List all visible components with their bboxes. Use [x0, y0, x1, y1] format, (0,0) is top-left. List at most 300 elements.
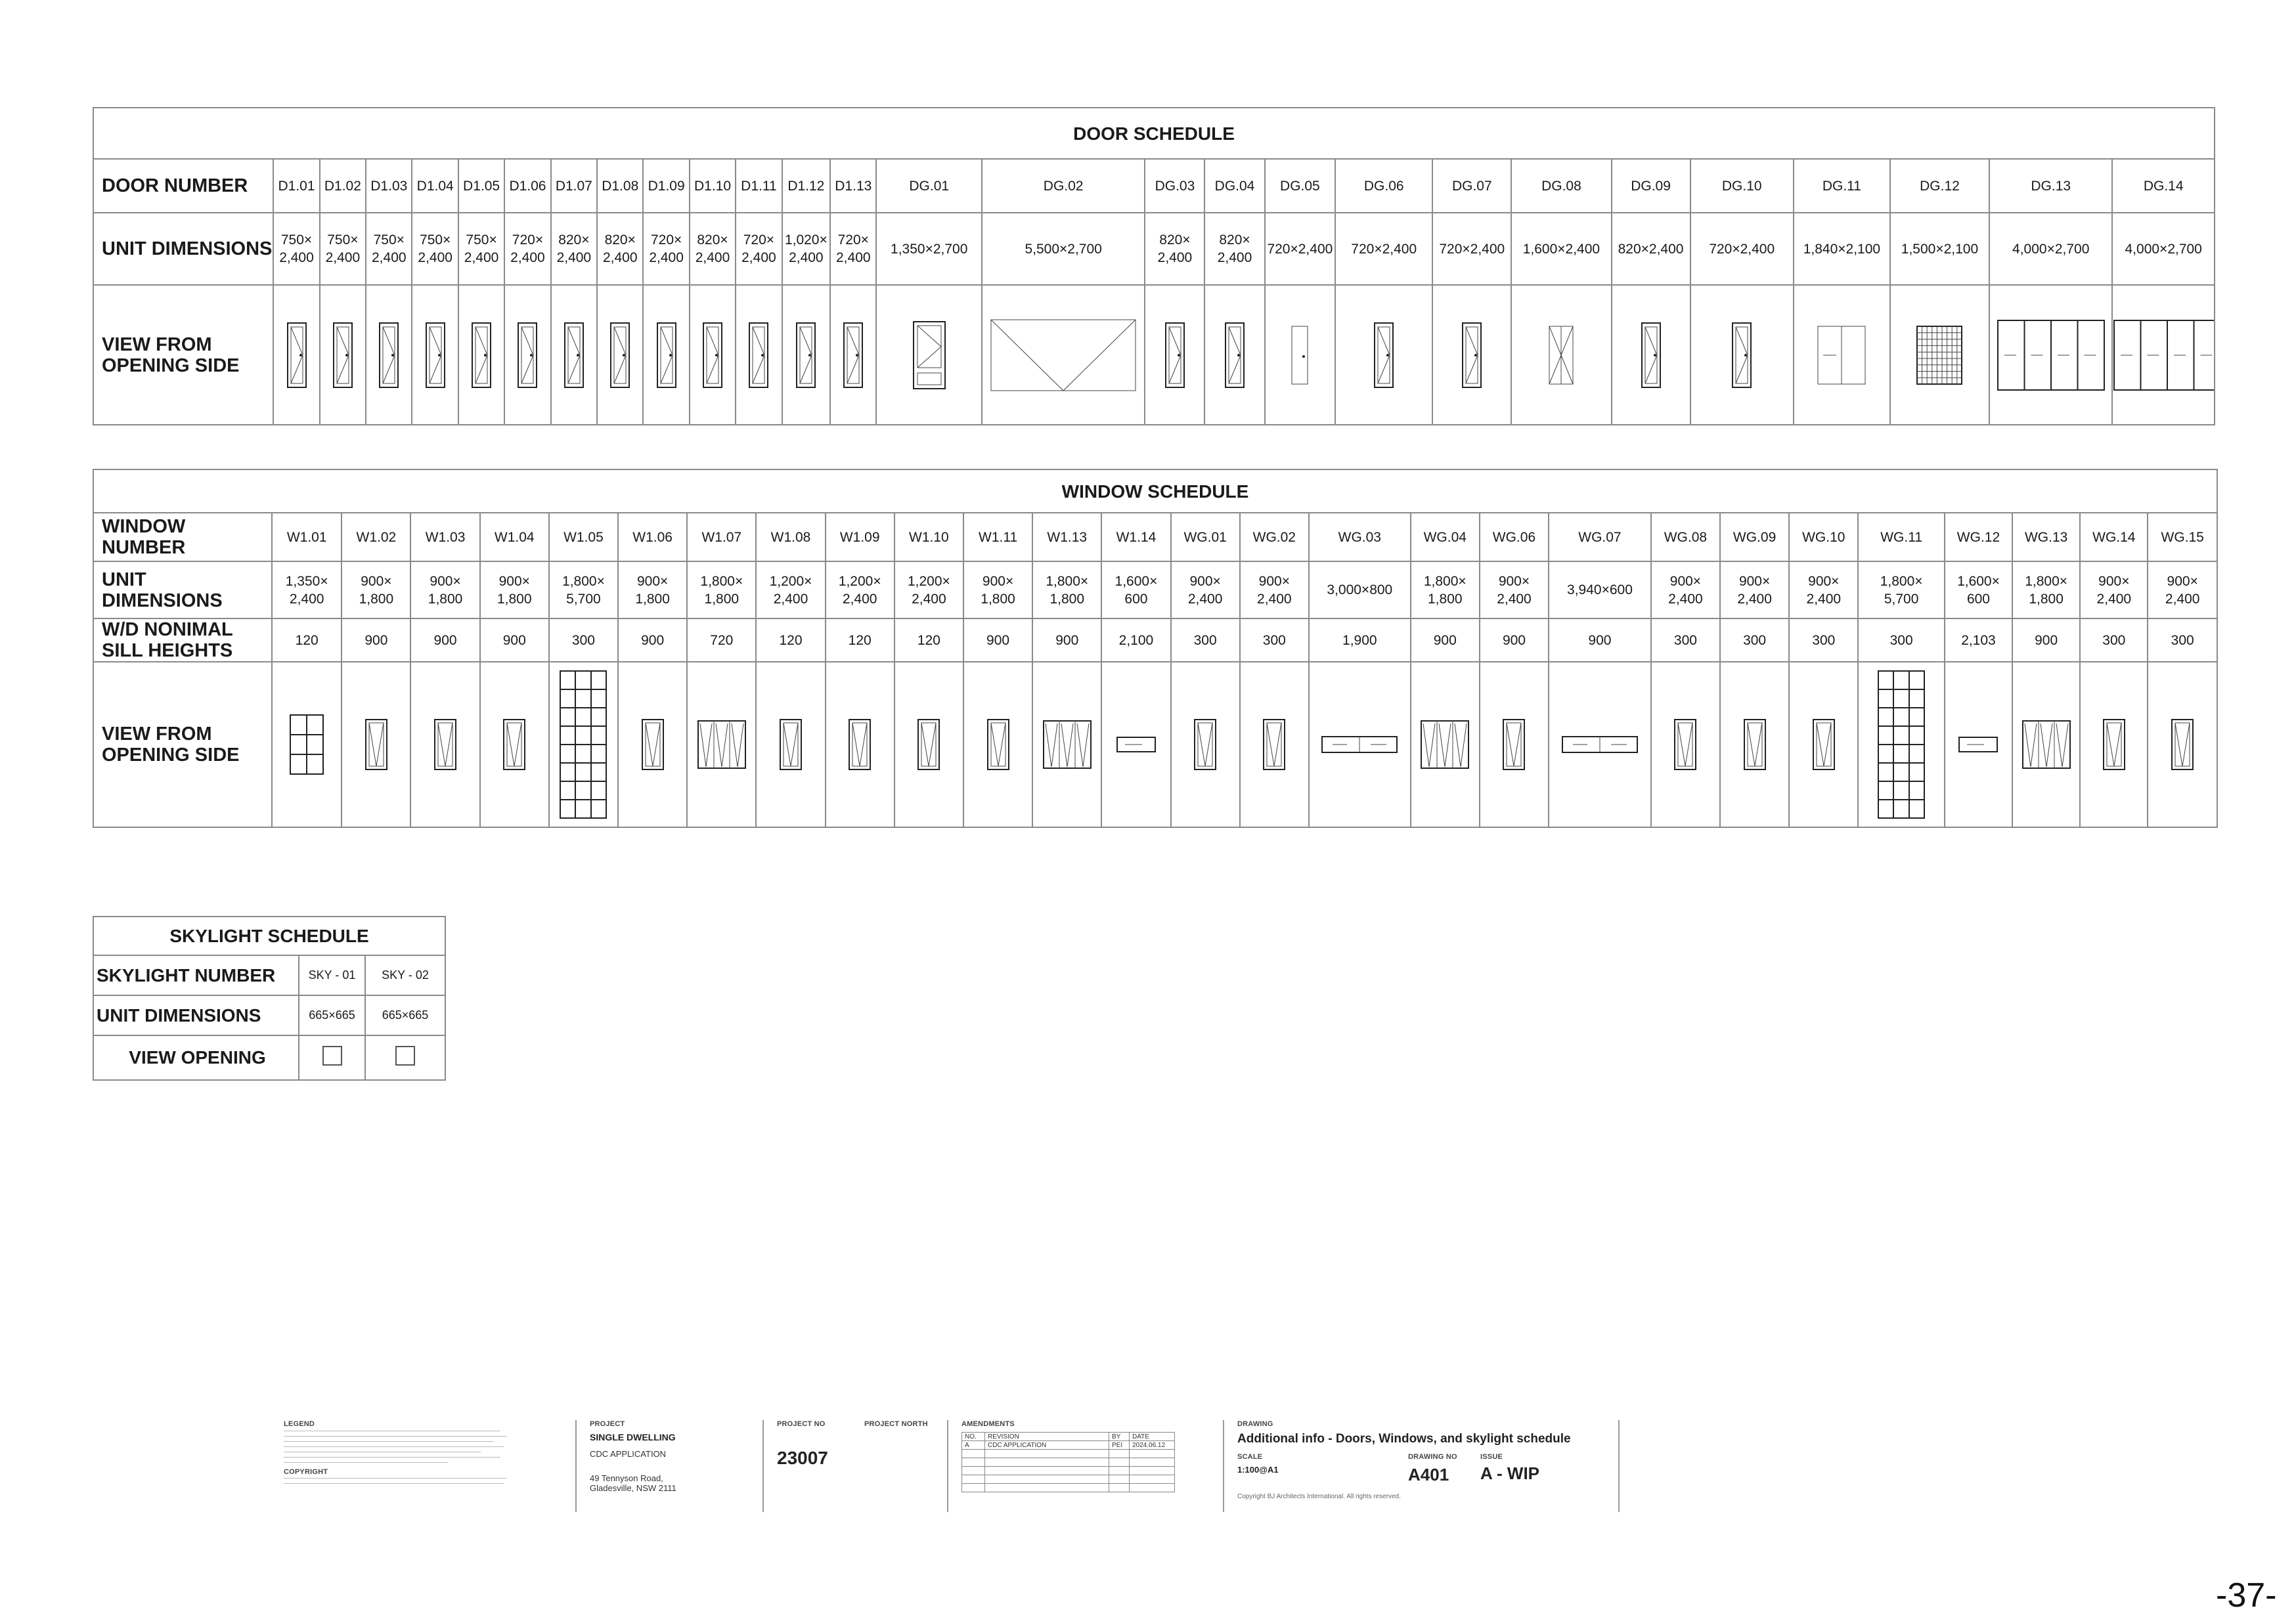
- skylight-dimensions-cell: 665×665: [299, 995, 365, 1035]
- dimension-text: 720×: [837, 232, 869, 248]
- window-view-cell: [342, 662, 410, 827]
- door-dimensions-cell: [736, 213, 782, 285]
- dimension-text: 2,400: [602, 250, 638, 265]
- issue-label: ISSUE: [1480, 1453, 1503, 1461]
- window-number-cell: WG.06: [1480, 513, 1549, 561]
- dimension-text: 1,800: [359, 591, 394, 607]
- door-view-cell: [830, 285, 876, 425]
- window-view-cell: [1171, 662, 1240, 827]
- door-view-cell: [1145, 285, 1204, 425]
- door-view-cell: [736, 285, 782, 425]
- window-view-cell: [2080, 662, 2148, 827]
- door-number-cell: DG.02: [982, 159, 1145, 213]
- dimension-text: 900×: [1189, 573, 1221, 589]
- door-number-cell: D1.07: [551, 159, 597, 213]
- page-number: -37-: [2216, 1576, 2277, 1614]
- window-sill-cell: 300: [1720, 618, 1789, 662]
- window-view-cell: [756, 662, 825, 827]
- door-dimensions-cell: [830, 213, 876, 285]
- drawing-title: Additional info - Doors, Windows, and skylight schedule: [1237, 1432, 1571, 1446]
- door-dimensions-cell: [1145, 213, 1204, 285]
- dimension-text: 4,000×2,700: [2012, 241, 2090, 257]
- project-no-label: PROJECT NO: [777, 1420, 826, 1428]
- triple-awning-window-icon: [2021, 720, 2071, 769]
- window-view-cell: [410, 662, 479, 827]
- window-number-cell: W1.10: [894, 513, 963, 561]
- dimension-text: 2,400: [556, 250, 592, 265]
- dimension-text: 1,800: [635, 591, 670, 607]
- dimension-text: 1,800: [2029, 591, 2064, 607]
- window-view-cell: [1480, 662, 1549, 827]
- copyright-note: Copyright BJ Architects International. All rights reserved.: [1237, 1493, 1402, 1500]
- amend-cell: CDC APPLICATION: [985, 1441, 1109, 1450]
- door-dimensions-cell: [2112, 213, 2215, 285]
- legend-label: LEGEND: [284, 1420, 315, 1428]
- window-number-cell: WG.04: [1411, 513, 1480, 561]
- dimension-text: 900×: [1258, 573, 1290, 589]
- door-dimensions-cell: [1335, 213, 1432, 285]
- window-dimensions-cell: [342, 561, 410, 618]
- door-number-cell: DG.11: [1794, 159, 1890, 213]
- dimension-text: 2,400: [279, 250, 314, 265]
- door-number-cell: D1.03: [366, 159, 412, 213]
- window-number-cell: WG.09: [1720, 513, 1789, 561]
- sliding-window-icon: [1116, 736, 1157, 753]
- amend-cell: A: [962, 1441, 985, 1450]
- window-sill-cell: 120: [756, 618, 825, 662]
- door-number-cell: D1.09: [643, 159, 689, 213]
- door-view-cell: [1265, 285, 1336, 425]
- door-dimensions-cell: [1204, 213, 1264, 285]
- dimension-text: 600: [1966, 591, 1990, 607]
- dimension-text: 2,400: [773, 591, 808, 607]
- dimension-text: 1,600×2,400: [1522, 241, 1601, 257]
- dimension-text: 2,400: [289, 591, 324, 607]
- skylight-dimensions-cell: 665×665: [365, 995, 445, 1035]
- window-number-cell: WG.01: [1171, 513, 1240, 561]
- dimension-text: 900×: [361, 573, 392, 589]
- window-dimensions-cell: [2148, 561, 2217, 618]
- window-sill-cell: 2,103: [1945, 618, 2012, 662]
- door-number-cell: DG.12: [1890, 159, 1989, 213]
- dimension-text: 5,700: [566, 591, 601, 607]
- window-sill-cell: 900: [618, 618, 687, 662]
- door-view-cell: [1794, 285, 1890, 425]
- door-dimensions-cell: [320, 213, 366, 285]
- door-dimensions-cell: [1794, 213, 1890, 285]
- window-view-cell: [687, 662, 756, 827]
- amendments-section: [947, 1420, 1224, 1512]
- dimension-text: 720×: [512, 232, 544, 248]
- dimension-text: 900×: [1498, 573, 1530, 589]
- copyright-label: COPYRIGHT: [284, 1468, 328, 1476]
- dimension-text: 900×: [636, 573, 669, 589]
- dimension-text: 720×: [743, 232, 775, 248]
- door-number-cell: DG.07: [1432, 159, 1511, 213]
- skylight-view-cell: [365, 1035, 445, 1080]
- dimension-text: 1,200×: [907, 573, 950, 589]
- door-number-cell: D1.04: [412, 159, 458, 213]
- dimension-text: 1,800: [428, 591, 463, 607]
- door-number-cell: DG.05: [1265, 159, 1336, 213]
- door-dimensions-cell: [273, 213, 319, 285]
- window-sill-cell: 720: [687, 618, 756, 662]
- awning-window-icon: [433, 718, 457, 771]
- door-number-cell: DG.13: [1989, 159, 2112, 213]
- door-number-header: DOOR NUMBER: [93, 159, 273, 213]
- door-number-cell: D1.12: [782, 159, 830, 213]
- door-number-cell: DG.14: [2112, 159, 2215, 213]
- dimension-text: 750×: [373, 232, 405, 248]
- dimension-text: 1,350×2,700: [891, 241, 968, 257]
- dimension-text: 1,600×: [1115, 573, 1158, 589]
- project-sub: CDC APPLICATION: [590, 1449, 667, 1459]
- drawing-section: [1223, 1420, 1620, 1512]
- swing-door-icon: [378, 322, 399, 389]
- door-number-cell: DG.03: [1145, 159, 1204, 213]
- awning-window-icon: [779, 718, 803, 771]
- wide-sliding-window-icon: [1321, 735, 1398, 754]
- dimension-text: 820×2,400: [1618, 241, 1684, 257]
- sliding-window-icon: [1958, 736, 1998, 753]
- dimension-text: 720×2,400: [1267, 241, 1333, 257]
- sliding-door-icon: [1817, 325, 1866, 385]
- address-line1: 49 Tennyson Road,: [590, 1473, 663, 1483]
- awning-window-icon: [641, 718, 665, 771]
- door-view-cell: [982, 285, 1145, 425]
- window-view-cell: [1309, 662, 1411, 827]
- window-number-cell: W1.04: [480, 513, 549, 561]
- stacker-door-icon: [1997, 319, 2106, 391]
- door-view-cell: [1204, 285, 1264, 425]
- swing-door-icon: [1731, 322, 1752, 389]
- window-dimensions-cell: [756, 561, 825, 618]
- dimension-text: 900×: [2167, 573, 2198, 589]
- window-sill-cell: 900: [410, 618, 479, 662]
- window-number-cell: WG.15: [2148, 513, 2217, 561]
- copyright-fine-print: [284, 1478, 560, 1486]
- window-schedule-title: WINDOW SCHEDULE: [93, 469, 2217, 513]
- garage-door-icon: [990, 318, 1137, 392]
- door-number-cell: DG.01: [876, 159, 981, 213]
- window-sill-cell: 300: [1789, 618, 1858, 662]
- window-sill-cell: 900: [342, 618, 410, 662]
- dimension-text: 3,000×800: [1327, 582, 1393, 597]
- window-dimensions-cell: [1720, 561, 1789, 618]
- door-number-cell: DG.10: [1690, 159, 1794, 213]
- awning-window-icon: [502, 718, 526, 771]
- window-number-cell: W1.06: [618, 513, 687, 561]
- window-number-cell: W1.05: [549, 513, 618, 561]
- window-dimensions-cell: [1411, 561, 1480, 618]
- swing-door-icon: [843, 322, 864, 389]
- window-dimensions-cell: [1101, 561, 1170, 618]
- dimension-text: 1,800: [981, 591, 1015, 607]
- window-view-cell: [2148, 662, 2217, 827]
- dimension-text: 720×2,400: [1709, 241, 1775, 257]
- window-dimensions-header: UNIT DIMENSIONS: [93, 561, 272, 618]
- dimension-text: 2,400: [1668, 591, 1703, 607]
- window-view-cell: [272, 662, 342, 827]
- window-view-cell: [894, 662, 963, 827]
- wide-sliding-window-icon: [1561, 735, 1639, 754]
- window-dimensions-cell: [1549, 561, 1651, 618]
- swing-door-icon: [1641, 322, 1662, 389]
- door-dimensions-cell: [690, 213, 736, 285]
- window-dimensions-cell: [618, 561, 687, 618]
- skylight-view-header: VIEW OPENING: [93, 1035, 299, 1080]
- triple-awning-window-icon: [697, 720, 747, 769]
- dimension-text: 1,800: [1428, 591, 1463, 607]
- project-no-section: [762, 1420, 862, 1512]
- skylight-view-cell: [299, 1035, 365, 1080]
- window-sill-cell: 300: [1171, 618, 1240, 662]
- dimension-text: 1,800×: [1880, 573, 1923, 589]
- door-number-cell: D1.08: [597, 159, 643, 213]
- door-dimensions-cell: [876, 213, 981, 285]
- project-name: SINGLE DWELLING: [590, 1432, 676, 1442]
- dimension-text: 2,400: [1187, 591, 1223, 607]
- tall-grid-window-icon: [559, 670, 607, 819]
- window-sill-cell: 300: [1240, 618, 1309, 662]
- door-dimensions-cell: [1890, 213, 1989, 285]
- swing-door-icon: [286, 322, 307, 389]
- window-sill-cell: 120: [272, 618, 342, 662]
- door-dimensions-cell: [597, 213, 643, 285]
- window-sill-cell: 300: [2148, 618, 2217, 662]
- scale-value: 1:100@A1: [1237, 1465, 1279, 1475]
- door-number-cell: DG.08: [1511, 159, 1611, 213]
- window-number-header: WINDOW NUMBER: [93, 513, 272, 561]
- project-no: 23007: [777, 1448, 828, 1468]
- dimension-text: 2,400: [1737, 591, 1772, 607]
- swing-door-icon: [702, 322, 723, 389]
- window-view-cell: [1858, 662, 1945, 827]
- dimension-text: 1,800: [704, 591, 740, 607]
- dimension-text: 3,940×600: [1567, 582, 1633, 597]
- dimension-text: 1,800×: [1046, 573, 1089, 589]
- dimension-text: 900×: [498, 573, 530, 589]
- awning-window-icon: [848, 718, 872, 771]
- dimension-text: 900×: [430, 573, 461, 589]
- door-number-cell: D1.05: [458, 159, 504, 213]
- dimension-text: 900×: [2098, 573, 2130, 589]
- dimension-text: 750×: [466, 232, 497, 248]
- awning-window-icon: [1812, 718, 1836, 771]
- window-sill-cell: 300: [1651, 618, 1720, 662]
- amendments-table: [961, 1432, 1175, 1492]
- dimension-text: 2,400: [464, 250, 499, 265]
- dimension-text: 5,500×2,700: [1025, 241, 1102, 257]
- door-view-cell: [366, 285, 412, 425]
- window-sill-cell: 900: [963, 618, 1032, 662]
- window-number-cell: W1.02: [342, 513, 410, 561]
- door-dimensions-header: UNIT DIMENSIONS: [93, 213, 273, 285]
- dimension-text: 1,800×: [1423, 573, 1467, 589]
- dimension-text: 1,800×: [700, 573, 743, 589]
- swing-door-icon: [656, 322, 677, 389]
- project-north-label: PROJECT NORTH: [864, 1420, 928, 1428]
- window-number-cell: W1.11: [963, 513, 1032, 561]
- window-sill-cell: 120: [826, 618, 894, 662]
- drawing-no: A401: [1408, 1465, 1449, 1484]
- awning-window-icon: [1743, 718, 1767, 771]
- window-view-cell: [2012, 662, 2080, 827]
- awning-window-icon: [1673, 718, 1697, 771]
- triple-awning-window-icon: [1042, 720, 1092, 769]
- window-sill-cell: 900: [1032, 618, 1101, 662]
- dimension-text: 2,400: [372, 250, 407, 265]
- window-dimensions-cell: [1789, 561, 1858, 618]
- dimension-text: 2,400: [2096, 591, 2132, 607]
- window-sill-cell: 300: [549, 618, 618, 662]
- window-number-cell: WG.07: [1549, 513, 1651, 561]
- awning-window-icon: [1262, 718, 1286, 771]
- window-number-cell: W1.09: [826, 513, 894, 561]
- double-swing-door-icon: [1548, 325, 1574, 385]
- door-dimensions-cell: [1989, 213, 2112, 285]
- door-dimensions-cell: [1690, 213, 1794, 285]
- skylight-schedule-table: [93, 916, 446, 1081]
- window-number-cell: W1.07: [687, 513, 756, 561]
- door-dimensions-cell: [551, 213, 597, 285]
- drawing-no-label: DRAWING NO: [1408, 1453, 1457, 1461]
- door-view-cell: [551, 285, 597, 425]
- dimension-text: 750×: [280, 232, 313, 248]
- dimension-text: 1,200×: [769, 573, 812, 589]
- dimension-text: 900×: [1738, 573, 1771, 589]
- window-view-cell: [549, 662, 618, 827]
- door-number-cell: D1.10: [690, 159, 736, 213]
- dimension-text: 900×: [1808, 573, 1840, 589]
- door-view-cell: [504, 285, 550, 425]
- window-dimensions-cell: [2012, 561, 2080, 618]
- window-view-cell: [826, 662, 894, 827]
- window-sill-cell: 1,900: [1309, 618, 1411, 662]
- skylight-number-cell: SKY - 02: [365, 955, 445, 995]
- window-number-cell: WG.03: [1309, 513, 1411, 561]
- dimension-text: 1,600×: [1957, 573, 2000, 589]
- project-section: [575, 1420, 761, 1512]
- project-label: PROJECT: [590, 1420, 625, 1428]
- skylight-square-icon: [395, 1046, 415, 1066]
- window-dimensions-cell: [480, 561, 549, 618]
- amendments-label: AMENDMENTS: [961, 1420, 1015, 1428]
- address-line2: Gladesville, NSW 2111: [590, 1483, 676, 1493]
- dimension-text: 2,400: [1217, 250, 1252, 265]
- amend-cell: PEI: [1109, 1441, 1130, 1450]
- dimension-text: 2,400: [1157, 250, 1193, 265]
- grid-window-icon: [289, 714, 324, 775]
- dimension-text: 2,400: [695, 250, 730, 265]
- amend-header: NO.: [962, 1433, 985, 1441]
- dimension-text: 1,800×: [2025, 573, 2068, 589]
- door-number-cell: D1.11: [736, 159, 782, 213]
- dimension-text: 1,800×: [562, 573, 605, 589]
- amend-cell: 2024.06.12: [1130, 1441, 1175, 1450]
- window-dimensions-cell: [1240, 561, 1309, 618]
- title-block: [284, 1420, 1617, 1512]
- window-dimensions-cell: [1651, 561, 1720, 618]
- skylight-number-header: SKYLIGHT NUMBER: [93, 955, 299, 995]
- triple-awning-window-icon: [1420, 720, 1470, 769]
- window-dimensions-cell: [1480, 561, 1549, 618]
- swing-door-icon: [609, 322, 630, 389]
- door-view-cell: [273, 285, 319, 425]
- window-dimensions-cell: [826, 561, 894, 618]
- window-view-cell: [1651, 662, 1720, 827]
- awning-window-icon: [986, 718, 1010, 771]
- legend-section: [284, 1420, 560, 1512]
- swing-door-icon: [748, 322, 769, 389]
- dimension-text: 2,400: [649, 250, 684, 265]
- dimension-text: 1,840×2,100: [1803, 241, 1881, 257]
- door-dimensions-cell: [1612, 213, 1690, 285]
- window-sill-cell: 900: [2012, 618, 2080, 662]
- window-sill-cell: 900: [1411, 618, 1480, 662]
- swing-door-icon: [1461, 322, 1482, 389]
- awning-window-icon: [1193, 718, 1217, 771]
- window-sill-cell: 900: [1480, 618, 1549, 662]
- dimension-text: 820×: [558, 232, 590, 248]
- door-dimensions-cell: [412, 213, 458, 285]
- amend-header: BY: [1109, 1433, 1130, 1441]
- window-number-cell: W1.01: [272, 513, 342, 561]
- door-dimensions-cell: [504, 213, 550, 285]
- dimension-text: 750×: [327, 232, 359, 248]
- window-number-cell: WG.02: [1240, 513, 1309, 561]
- dimension-text: 820×: [1159, 232, 1191, 248]
- door-view-cell: [782, 285, 830, 425]
- window-number-cell: WG.12: [1945, 513, 2012, 561]
- swing-door-icon: [563, 322, 585, 389]
- door-view-cell: [1432, 285, 1511, 425]
- dimension-text: 2,400: [741, 250, 776, 265]
- dimension-text: 2,400: [912, 591, 946, 607]
- door-number-cell: D1.01: [273, 159, 319, 213]
- swing-door-icon: [425, 322, 446, 389]
- dimension-text: 2,400: [836, 250, 871, 265]
- door-view-cell: [1511, 285, 1611, 425]
- swing-door-icon: [471, 322, 492, 389]
- window-number-cell: WG.11: [1858, 513, 1945, 561]
- legend-fine-print: [284, 1431, 560, 1465]
- door-with-panel-icon: [912, 320, 946, 390]
- amend-header: REVISION: [985, 1433, 1109, 1441]
- dimension-text: 2,400: [789, 250, 824, 265]
- dimension-text: 1,020×: [784, 232, 828, 248]
- window-dimensions-cell: [963, 561, 1032, 618]
- window-sill-cell: 120: [894, 618, 963, 662]
- awning-window-icon: [1502, 718, 1526, 771]
- swing-door-icon: [795, 322, 816, 389]
- window-view-cell: [1032, 662, 1101, 827]
- window-number-cell: W1.13: [1032, 513, 1101, 561]
- window-view-cell: [1789, 662, 1858, 827]
- window-number-cell: WG.08: [1651, 513, 1720, 561]
- window-dimensions-cell: [1171, 561, 1240, 618]
- window-number-cell: WG.14: [2080, 513, 2148, 561]
- window-schedule-table: [93, 469, 2218, 828]
- tall-grid-window-icon: [1877, 670, 1926, 819]
- dimension-text: 720×2,400: [1439, 241, 1505, 257]
- window-dimensions-cell: [1309, 561, 1411, 618]
- door-view-cell: [458, 285, 504, 425]
- dimension-text: 820×: [1219, 232, 1250, 248]
- door-dimensions-cell: [458, 213, 504, 285]
- grilled-door-icon: [1916, 325, 1963, 385]
- door-number-cell: DG.04: [1204, 159, 1264, 213]
